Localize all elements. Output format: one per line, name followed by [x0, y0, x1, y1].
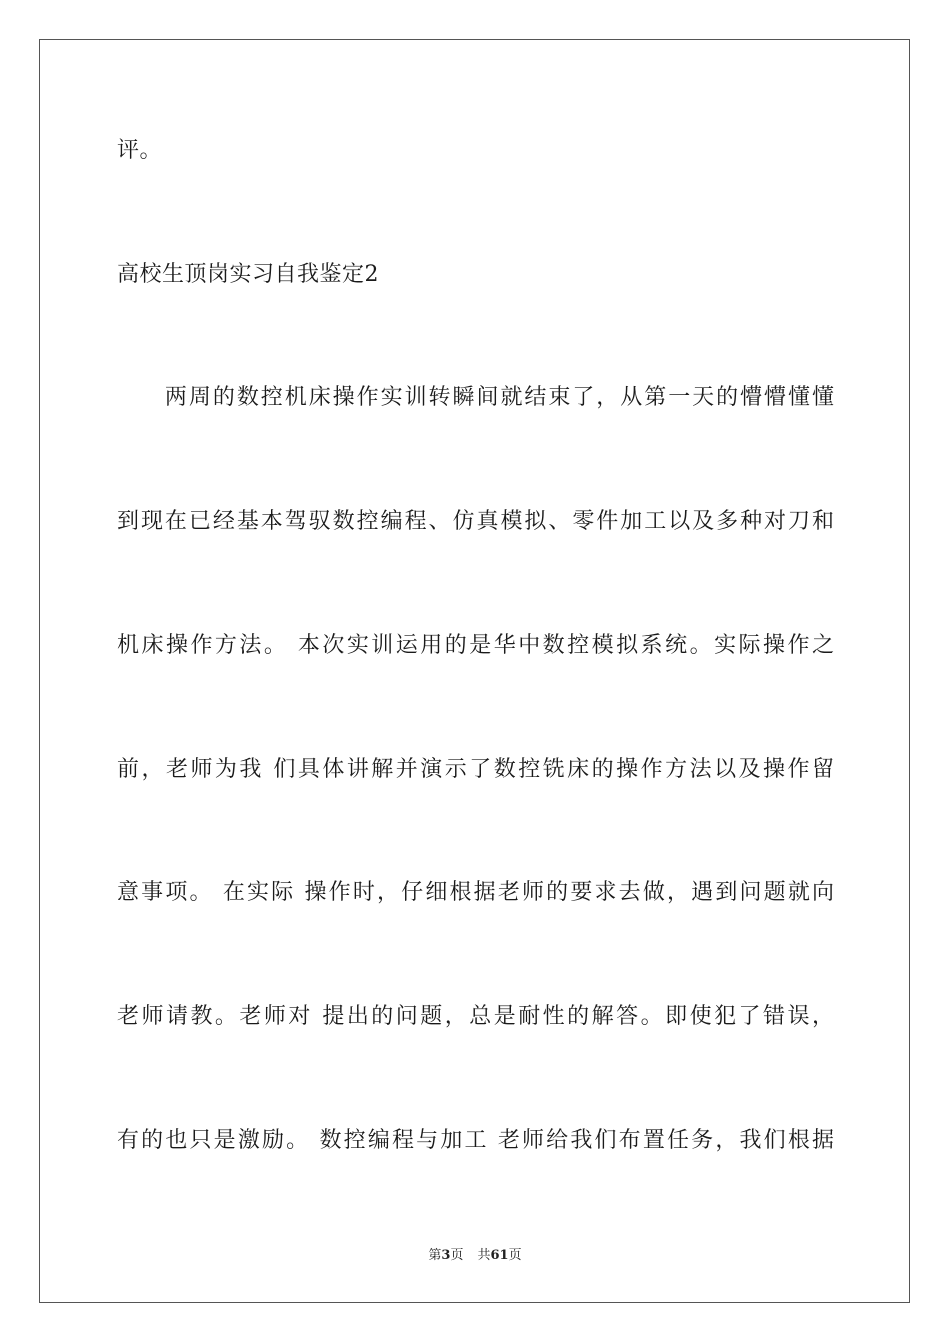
text-line: 机床操作方法。 本次实训运用的是华中数控模拟系统。实际操作之	[117, 633, 835, 658]
text-line: 前，老师为我 们具体讲解并演示了数控铣床的操作方法以及操作留	[117, 757, 835, 782]
page-border	[39, 39, 910, 1303]
section-heading: 高校生顶岗实习自我鉴定2	[117, 262, 379, 287]
text-line: 两周的数控机床操作实训转瞬间就结束了，从第一天的懵懵懂懂	[117, 385, 835, 410]
text-line: 老师请教。老师对 提出的问题，总是耐性的解答。即使犯了错误，	[117, 1004, 835, 1029]
page-prefix: 第	[428, 1248, 442, 1263]
page-suffix: 页	[450, 1248, 464, 1263]
page-number: 3	[441, 1248, 451, 1263]
text-line: 意事项。 在实际 操作时，仔细根据老师的要求去做，遇到问题就向	[117, 880, 835, 905]
text-line: 有的也只是激励。 数控编程与加工 老师给我们布置任务，我们根据	[117, 1128, 835, 1153]
total-suffix: 页	[508, 1248, 522, 1263]
total-prefix: 共	[477, 1248, 491, 1263]
text-line: 评。	[117, 138, 163, 163]
page-footer	[0, 1247, 950, 1265]
total-pages: 61	[490, 1248, 509, 1263]
text-line: 到现在已经基本驾驭数控编程、仿真模拟、零件加工以及多种对刀和	[117, 509, 835, 534]
